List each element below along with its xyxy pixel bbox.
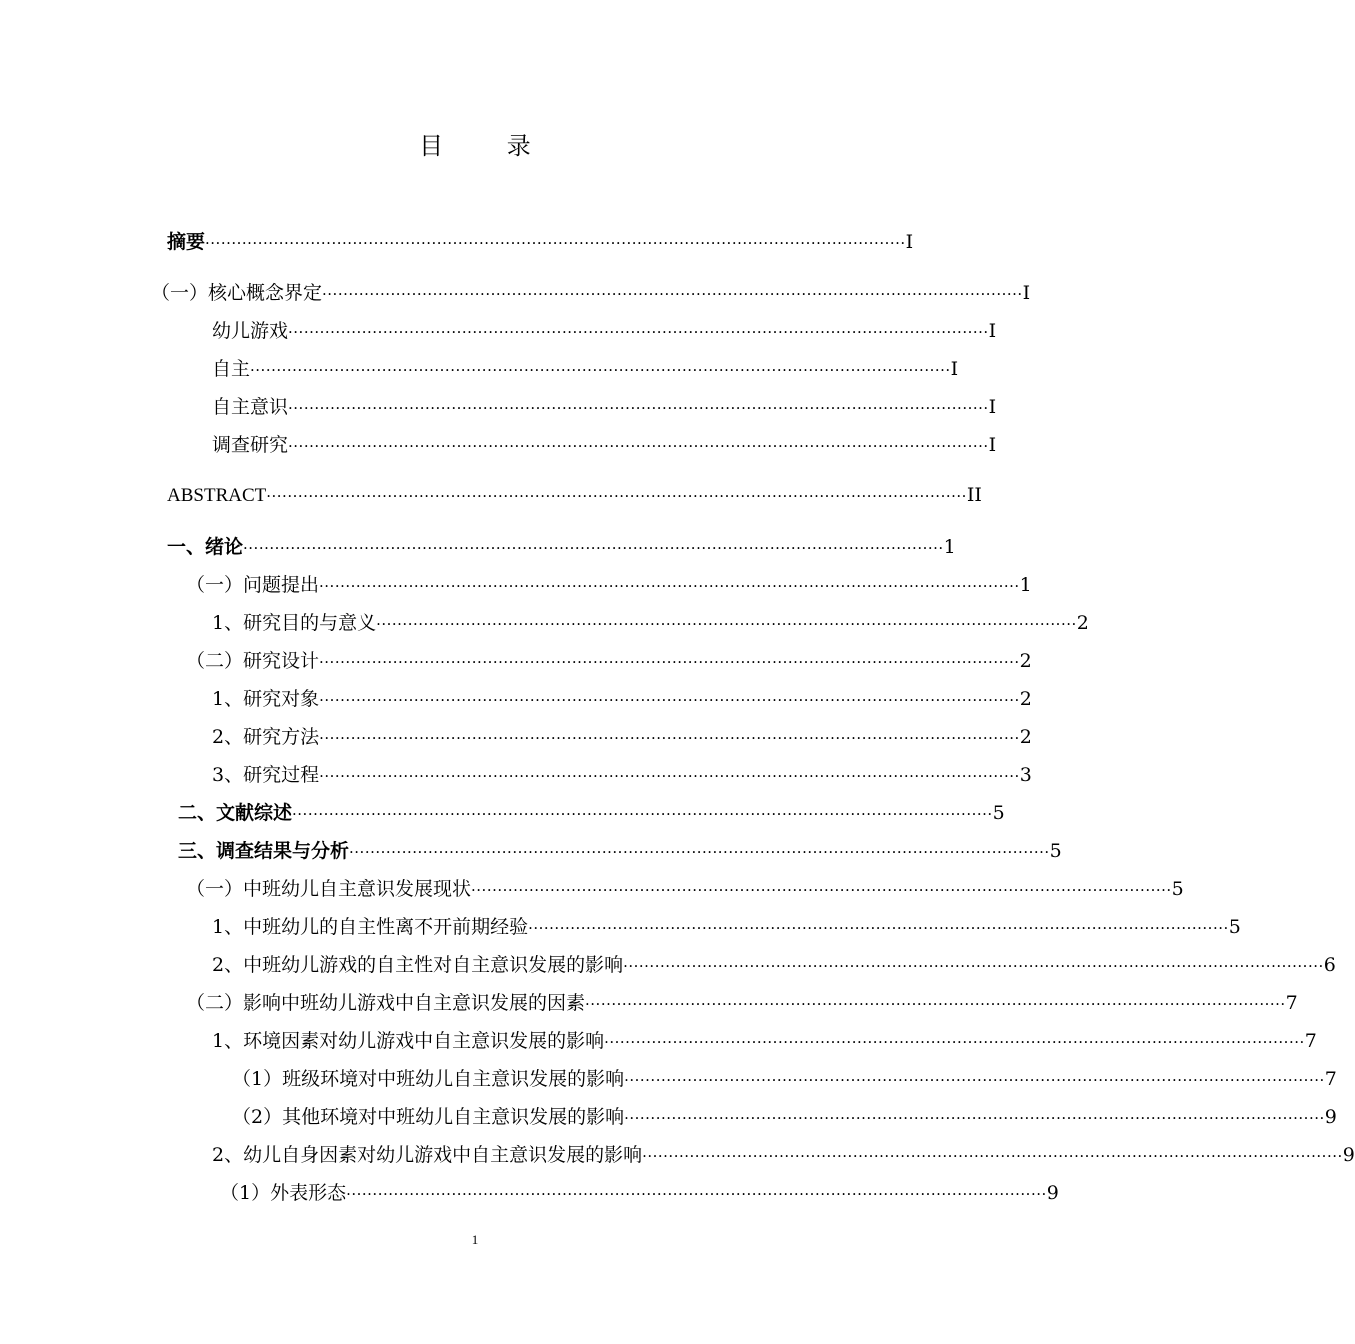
toc-entry-page: I [950,358,959,380]
toc-dot-leader: ····································································································································· [376,615,1077,633]
toc-entry-title: 摘要 [167,231,206,253]
toc-entry[interactable] [167,227,914,257]
toc-dot-leader: ····································································································································· [205,234,906,252]
toc-entry-title: （二）研究设计 [186,650,320,672]
toc-entry[interactable] [212,316,997,346]
toc-dot-leader: ····································································································································· [319,729,1020,747]
toc-entry[interactable] [186,646,1032,676]
toc-dot-leader: ····································································································································· [243,539,944,557]
toc-entry-page: 7 [1285,992,1298,1014]
toc-entry[interactable] [212,608,1089,638]
toc-entry-page: II [966,484,982,506]
toc-entry[interactable] [186,570,1032,600]
toc-entry[interactable] [178,836,1062,866]
toc-entry[interactable] [212,430,997,460]
toc-dot-leader: ····································································································································· [623,957,1324,975]
toc-entry-page: 5 [1049,840,1062,862]
toc-dot-leader: ····································································································································· [319,653,1020,671]
toc-entry-title: 自主 [212,358,251,380]
toc-entry-page: 9 [1342,1144,1355,1166]
toc-entry[interactable] [212,722,1032,752]
page-number: 1 [471,1232,479,1247]
toc-entry-title: 1、研究对象 [212,688,320,710]
toc-dot-leader: ····································································································································· [624,1109,1325,1127]
toc-entry[interactable] [212,912,1241,942]
toc-entry-page: 2 [1019,726,1032,748]
toc-dot-leader: ····································································································································· [319,767,1020,785]
toc-entry-page: 6 [1323,954,1336,976]
toc-dot-leader: ····································································································································· [624,1071,1325,1089]
toc-entry[interactable] [167,480,982,510]
toc-entry-title: 一、绪论 [167,536,244,558]
toc-dot-leader: ····································································································································· [288,323,989,341]
toc-dot-leader: ····································································································································· [250,361,951,379]
toc-entry-page: I [988,320,997,342]
toc-entry[interactable] [186,988,1298,1018]
toc-entry-page: 2 [1019,688,1032,710]
toc-entry-page: 1 [943,536,956,558]
toc-entry-title: 三、调查结果与分析 [178,840,350,862]
toc-entry-title: 幼儿游戏 [212,320,289,342]
toc-entry[interactable] [212,392,997,422]
toc-dot-leader: ····································································································································· [319,577,1020,595]
toc-entry-page: 5 [1171,878,1184,900]
toc-entry-page: 7 [1324,1068,1337,1090]
toc-entry[interactable] [186,874,1184,904]
toc-entry[interactable] [212,1140,1355,1170]
toc-entry-title: ABSTRACT [167,485,267,506]
toc-entry-title: （一）问题提出 [186,574,320,596]
toc-entry[interactable] [151,278,1031,308]
toc-entry-title: 1、研究目的与意义 [212,612,377,634]
toc-entry-page: I [1022,282,1031,304]
toc-dot-leader: ····································································································································· [292,805,993,823]
toc-entry-title: （二）影响中班幼儿游戏中自主意识发展的因素 [186,992,586,1014]
toc-dot-leader: ····································································································································· [319,691,1020,709]
toc-entry[interactable] [212,354,959,384]
toc-entry-title: 调查研究 [212,434,289,456]
toc-entry[interactable] [212,950,1336,980]
toc-entry-page: 5 [1228,916,1241,938]
toc-entry[interactable] [220,1178,1059,1208]
toc-dot-leader: ····································································································································· [585,995,1286,1013]
toc-entry-title: 1、环境因素对幼儿游戏中自主意识发展的影响 [212,1030,605,1052]
toc-entry-title: 1、中班幼儿的自主性离不开前期经验 [212,916,529,938]
toc-entry-page: I [988,396,997,418]
toc-entry-page: I [905,231,914,253]
toc-dot-leader: ····································································································································· [288,399,989,417]
toc-dot-leader: ····································································································································· [349,843,1050,861]
toc-entry-page: 2 [1019,650,1032,672]
toc-dot-leader: ····································································································································· [471,881,1172,899]
toc-entry-title: 3、研究过程 [212,764,320,786]
toc-dot-leader: ····································································································································· [642,1147,1343,1165]
toc-entry[interactable] [232,1064,1337,1094]
toc-entry[interactable] [232,1102,1337,1132]
toc-title: 目 录 [419,132,559,160]
toc-entry-title: 自主意识 [212,396,289,418]
toc-entry-page: 2 [1076,612,1089,634]
toc-dot-leader: ····································································································································· [288,437,989,455]
toc-dot-leader: ····································································································································· [266,487,967,505]
toc-entry[interactable] [212,1026,1317,1056]
toc-entry-title: （一）核心概念界定 [151,282,323,304]
toc-entry[interactable] [212,760,1032,790]
toc-entry-title: （1）班级环境对中班幼儿自主意识发展的影响 [232,1068,625,1090]
toc-entry-title: （一）中班幼儿自主意识发展现状 [186,878,472,900]
toc-dot-leader: ····································································································································· [322,285,1023,303]
toc-entry-page: I [988,434,997,456]
toc-entry-title: 2、幼儿自身因素对幼儿游戏中自主意识发展的影响 [212,1144,643,1166]
toc-dot-leader: ····································································································································· [604,1033,1305,1051]
toc-entry[interactable] [167,532,956,562]
toc-entry-title: 二、文献综述 [178,802,293,824]
toc-entry-page: 5 [992,802,1005,824]
toc-entry[interactable] [212,684,1032,714]
toc-entry-title: 2、中班幼儿游戏的自主性对自主意识发展的影响 [212,954,624,976]
toc-entry-page: 3 [1019,764,1032,786]
toc-entry-page: 1 [1019,574,1032,596]
toc-dot-leader: ····································································································································· [528,919,1229,937]
toc-entry-page: 9 [1324,1106,1337,1128]
toc-entry[interactable] [178,798,1005,828]
toc-entry-page: 7 [1304,1030,1317,1052]
toc-entry-title: （1）外表形态 [220,1182,347,1204]
toc-entry-title: （2）其他环境对中班幼儿自主意识发展的影响 [232,1106,625,1128]
toc-entry-page: 9 [1046,1182,1059,1204]
toc-dot-leader: ····································································································································· [346,1185,1047,1203]
toc-entry-title: 2、研究方法 [212,726,320,748]
